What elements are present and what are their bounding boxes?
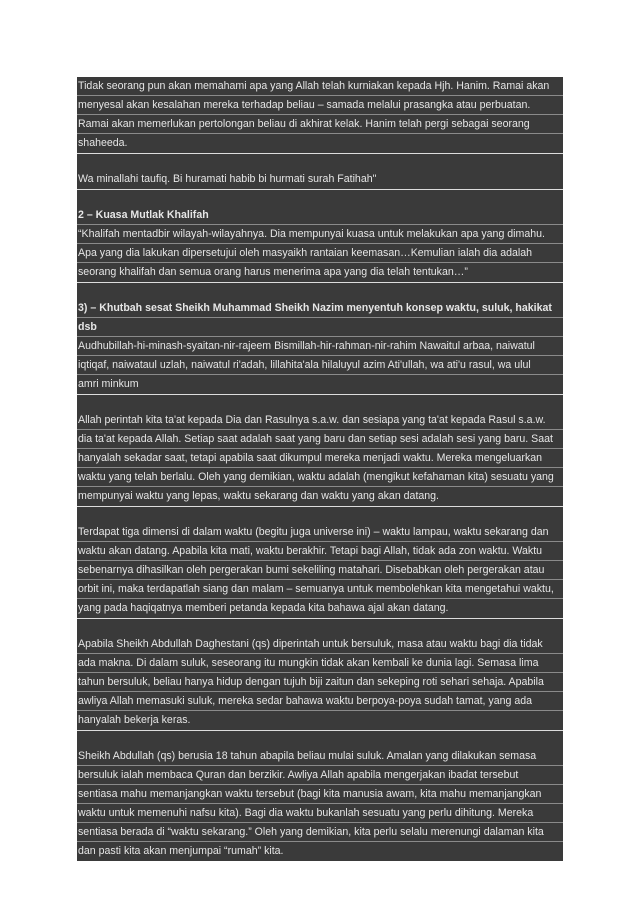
- paragraph-spacer: [77, 395, 563, 411]
- text-line: Apa yang dia lakukan dipersetujui oleh masyaikh rantaian keemasan…Kemulian ialah dia adalah: [77, 244, 563, 263]
- paragraph-block: [77, 507, 563, 618]
- text-line: waktu akan datang. Apabila kita mati, waktu berakhir. Tetapi bagi Allah, tidak ada zon waktu. Waktu: [77, 542, 563, 561]
- text-line: seorang khalifah dan semua orang harus menerima apa yang dia telah tentukan…”: [78, 266, 468, 278]
- document-page: [77, 77, 563, 861]
- text-line: sentiasa mahu memanjangkan waktu tersebut (bagi kita manusia awam, kita mahu memanjangkan: [77, 785, 563, 804]
- paragraph-spacer: [77, 283, 563, 299]
- section-heading-line: dsb: [77, 318, 563, 337]
- text-line: bersuluk ialah membaca Quran dan berzikir. Awliya Allah apabila mengerjakan ibadat tersebut: [77, 766, 563, 785]
- text-line: “Khalifah mentadbir wilayah-wilayahnya. Dia mempunyai kuasa untuk melakukan apa yang dimahu.: [77, 225, 563, 244]
- paragraph-spacer: [77, 731, 563, 747]
- text-line: Terdapat tiga dimensi di dalam waktu (begitu juga universe ini) – waktu lampau, waktu sekarang dan: [77, 523, 563, 542]
- text-line: dia ta'at kepada Allah. Setiap saat adalah saat yang baru dan setiap sesi adalah sesi yang baru. Saat: [77, 430, 563, 449]
- text-line: waktu yang telah berlalu. Oleh yang demikian, waktu adalah (mengikut kefahaman kita) sesuatu yang: [77, 468, 563, 487]
- text-line: amri minkum: [78, 378, 139, 390]
- paragraph-block: [77, 395, 563, 506]
- text-line: dan pasti kita akan menjumpai “rumah” kita.: [78, 845, 284, 857]
- paragraph-spacer: [77, 507, 563, 523]
- section-heading-line: 2 – Kuasa Mutlak Khalifah: [77, 206, 563, 225]
- section-heading-line: 3) – Khutbah sesat Sheikh Muhammad Sheikh Nazim menyentuh konsep waktu, suluk, hakikat: [77, 299, 563, 318]
- text-line: menyesal akan kesalahan mereka terhadap beliau – samada melalui prasangka atau perbuatan.: [77, 96, 563, 115]
- text-line: hanyalah sekadar saat, tetapi apabila saat dikumpul mereka menjadi waktu. Mereka mengeluarkan: [77, 449, 563, 468]
- text-line: Ramai akan memerlukan pertolongan beliau di akhirat kelak. Hanim telah pergi sebagai seorang: [77, 115, 563, 134]
- text-line: orbit ini, maka terdapatlah siang dan malam – semuanya untuk membolehkan kita mengetahui waktu,: [77, 580, 563, 599]
- text-line: iqtiqaf, naiwataul uzlah, naiwatul ri'adah, lillahita'ala hilaluyul azim Ati'ullah, wa ati'u rasul, wa ulul: [77, 356, 563, 375]
- text-line: yang pada haqiqatnya memberi petanda kepada kita bahawa ajal akan datang.: [78, 602, 449, 614]
- paragraph-block: [77, 190, 563, 282]
- paragraph-block: [77, 154, 563, 189]
- text-line: shaheeda.: [78, 137, 128, 149]
- text-line: Audhubillah-hi-minash-syaitan-nir-rajeem Bismillah-hir-rahman-nir-rahim Nawaitul arbaa, naiwatul: [77, 337, 563, 356]
- text-line: sebenarnya dihasilkan oleh pergerakan bumi sekeliling matahari. Disebabkan oleh pergerakan atau: [77, 561, 563, 580]
- paragraph-block: [77, 283, 563, 394]
- text-line: hanyalah bekerja keras.: [78, 714, 191, 726]
- paragraph-block: [77, 619, 563, 730]
- paragraph-block: [77, 77, 563, 153]
- text-line: waktu untuk memenuhi nafsu kita). Bagi dia waktu bukanlah sesuatu yang perlu dihitung. Mereka: [77, 804, 563, 823]
- paragraph-block: [77, 731, 563, 861]
- text-line: Wa minallahi taufiq. Bi huramati habib bi hurmati surah Fatihah": [78, 173, 377, 185]
- paragraph-spacer: [77, 190, 563, 206]
- paragraph-spacer: [77, 619, 563, 635]
- text-line: Tidak seorang pun akan memahami apa yang Allah telah kurniakan kepada Hjh. Hanim. Ramai akan: [77, 77, 563, 96]
- text-line: awliya Allah memasuki suluk, mereka sedar bahawa waktu berpoya-poya sudah tamat, yang ada: [77, 692, 563, 711]
- text-line: mempunyai waktu yang lepas, waktu sekarang dan waktu yang akan datang.: [78, 490, 439, 502]
- text-line: Apabila Sheikh Abdullah Daghestani (qs) diperintah untuk bersuluk, masa atau waktu bagi dia tidak: [77, 635, 563, 654]
- text-line: ada makna. Di dalam suluk, seseorang itu mungkin tidak akan kembali ke dunia lagi. Semasa lima: [77, 654, 563, 673]
- text-line: Allah perintah kita ta'at kepada Dia dan Rasulnya s.a.w. dan sesiapa yang ta'at kepada Rasul s.a.w.: [77, 411, 563, 430]
- text-line: sentiasa berada di “waktu sekarang.” Oleh yang demikian, kita perlu selalu merenungi dalaman kita: [77, 823, 563, 842]
- text-line: tahun bersuluk, beliau hanya hidup dengan tujuh biji zaitun dan sekeping roti sehari sehaja. Apabila: [77, 673, 563, 692]
- paragraph-spacer: [77, 154, 563, 170]
- text-line: Sheikh Abdullah (qs) berusia 18 tahun abapila beliau mulai suluk. Amalan yang dilakukan semasa: [77, 747, 563, 766]
